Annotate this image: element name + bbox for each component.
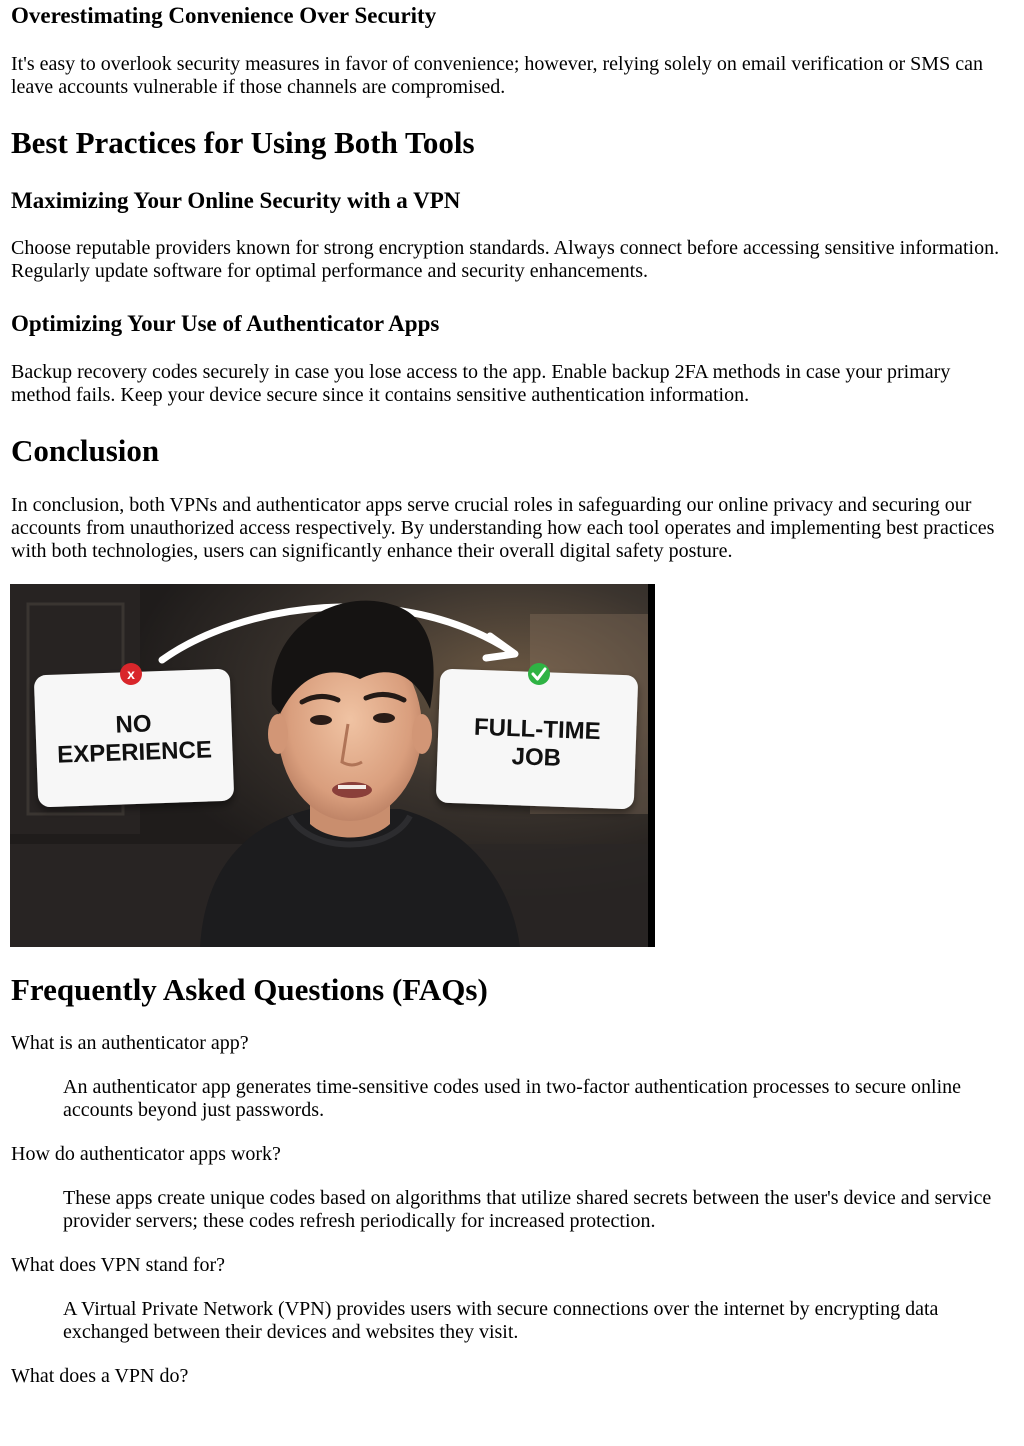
faq-question: What does VPN stand for? [11, 1254, 226, 1276]
faq-list [11, 1032, 1016, 1409]
section-heading-overestimating: Overestimating Convenience Over Security [11, 3, 437, 28]
mouth [332, 782, 372, 798]
thumbnail-illustration [10, 584, 655, 947]
video-thumbnail [10, 584, 655, 947]
card-left-line1: NO [115, 710, 152, 739]
section-body-conclusion: In conclusion, both VPNs and authenticator apps serve crucial roles in safeguarding our online privacy and securing our accounts from unauthorized access respectively. By understanding how each tool operates and implementing best practices with both technologies, users can significantly enhance their overall digital safety posture. [11, 494, 995, 562]
card-right-line1: FULL-TIME [473, 713, 602, 746]
faq-answer: A Virtual Private Network (VPN) provides users with secure connections over the internet by encrypting data exchanged between their devices and websites they visit. [63, 1298, 939, 1343]
right-edge-bar [648, 584, 655, 947]
section-heading-vpn: Maximizing Your Online Security with a VPN [11, 188, 461, 213]
right-ear [412, 714, 432, 754]
right-eye [373, 713, 395, 723]
section-heading-conclusion: Conclusion [11, 433, 160, 468]
card-right-line2: JOB [511, 743, 562, 772]
faq-question: What does a VPN do? [11, 1365, 189, 1387]
faq-answer: An authenticator app generates time-sensitive codes used in two-factor authentication processes to secure online accounts beyond just passwords. [63, 1076, 962, 1121]
section-heading-authenticator-apps: Optimizing Your Use of Authenticator Apps [11, 311, 440, 336]
left-ear [268, 714, 288, 754]
section-body-vpn: Choose reputable providers known for strong encryption standards. Always connect before accessing sensitive information. Regularly update software for optimal performance and security enhancements. [11, 237, 1000, 282]
teeth [338, 785, 366, 789]
faq-question: What is an authenticator app? [11, 1032, 249, 1054]
x-badge-glyph: x [127, 666, 135, 682]
faq-answer: These apps create unique codes based on algorithms that utilize shared secrets between the user's device and service provider servers; these codes refresh periodically for increased protection. [63, 1187, 992, 1232]
card-left-line2: EXPERIENCE [56, 736, 213, 769]
faq-question: How do authenticator apps work? [11, 1143, 281, 1165]
section-body-overestimating: It's easy to overlook security measures in favor of convenience; however, relying solely on email verification or SMS can leave accounts vulnerable if those channels are compromised. [11, 53, 983, 98]
section-heading-best-practices: Best Practices for Using Both Tools [11, 125, 475, 160]
faq-heading: Frequently Asked Questions (FAQs) [11, 972, 488, 1007]
left-eye [310, 715, 332, 725]
check-badge-icon [528, 663, 550, 685]
section-body-authenticator-apps: Backup recovery codes securely in case you lose access to the app. Enable backup 2FA methods in case your primary method fails. Keep your device secure since it contains sensitive authentication information. [11, 361, 951, 406]
